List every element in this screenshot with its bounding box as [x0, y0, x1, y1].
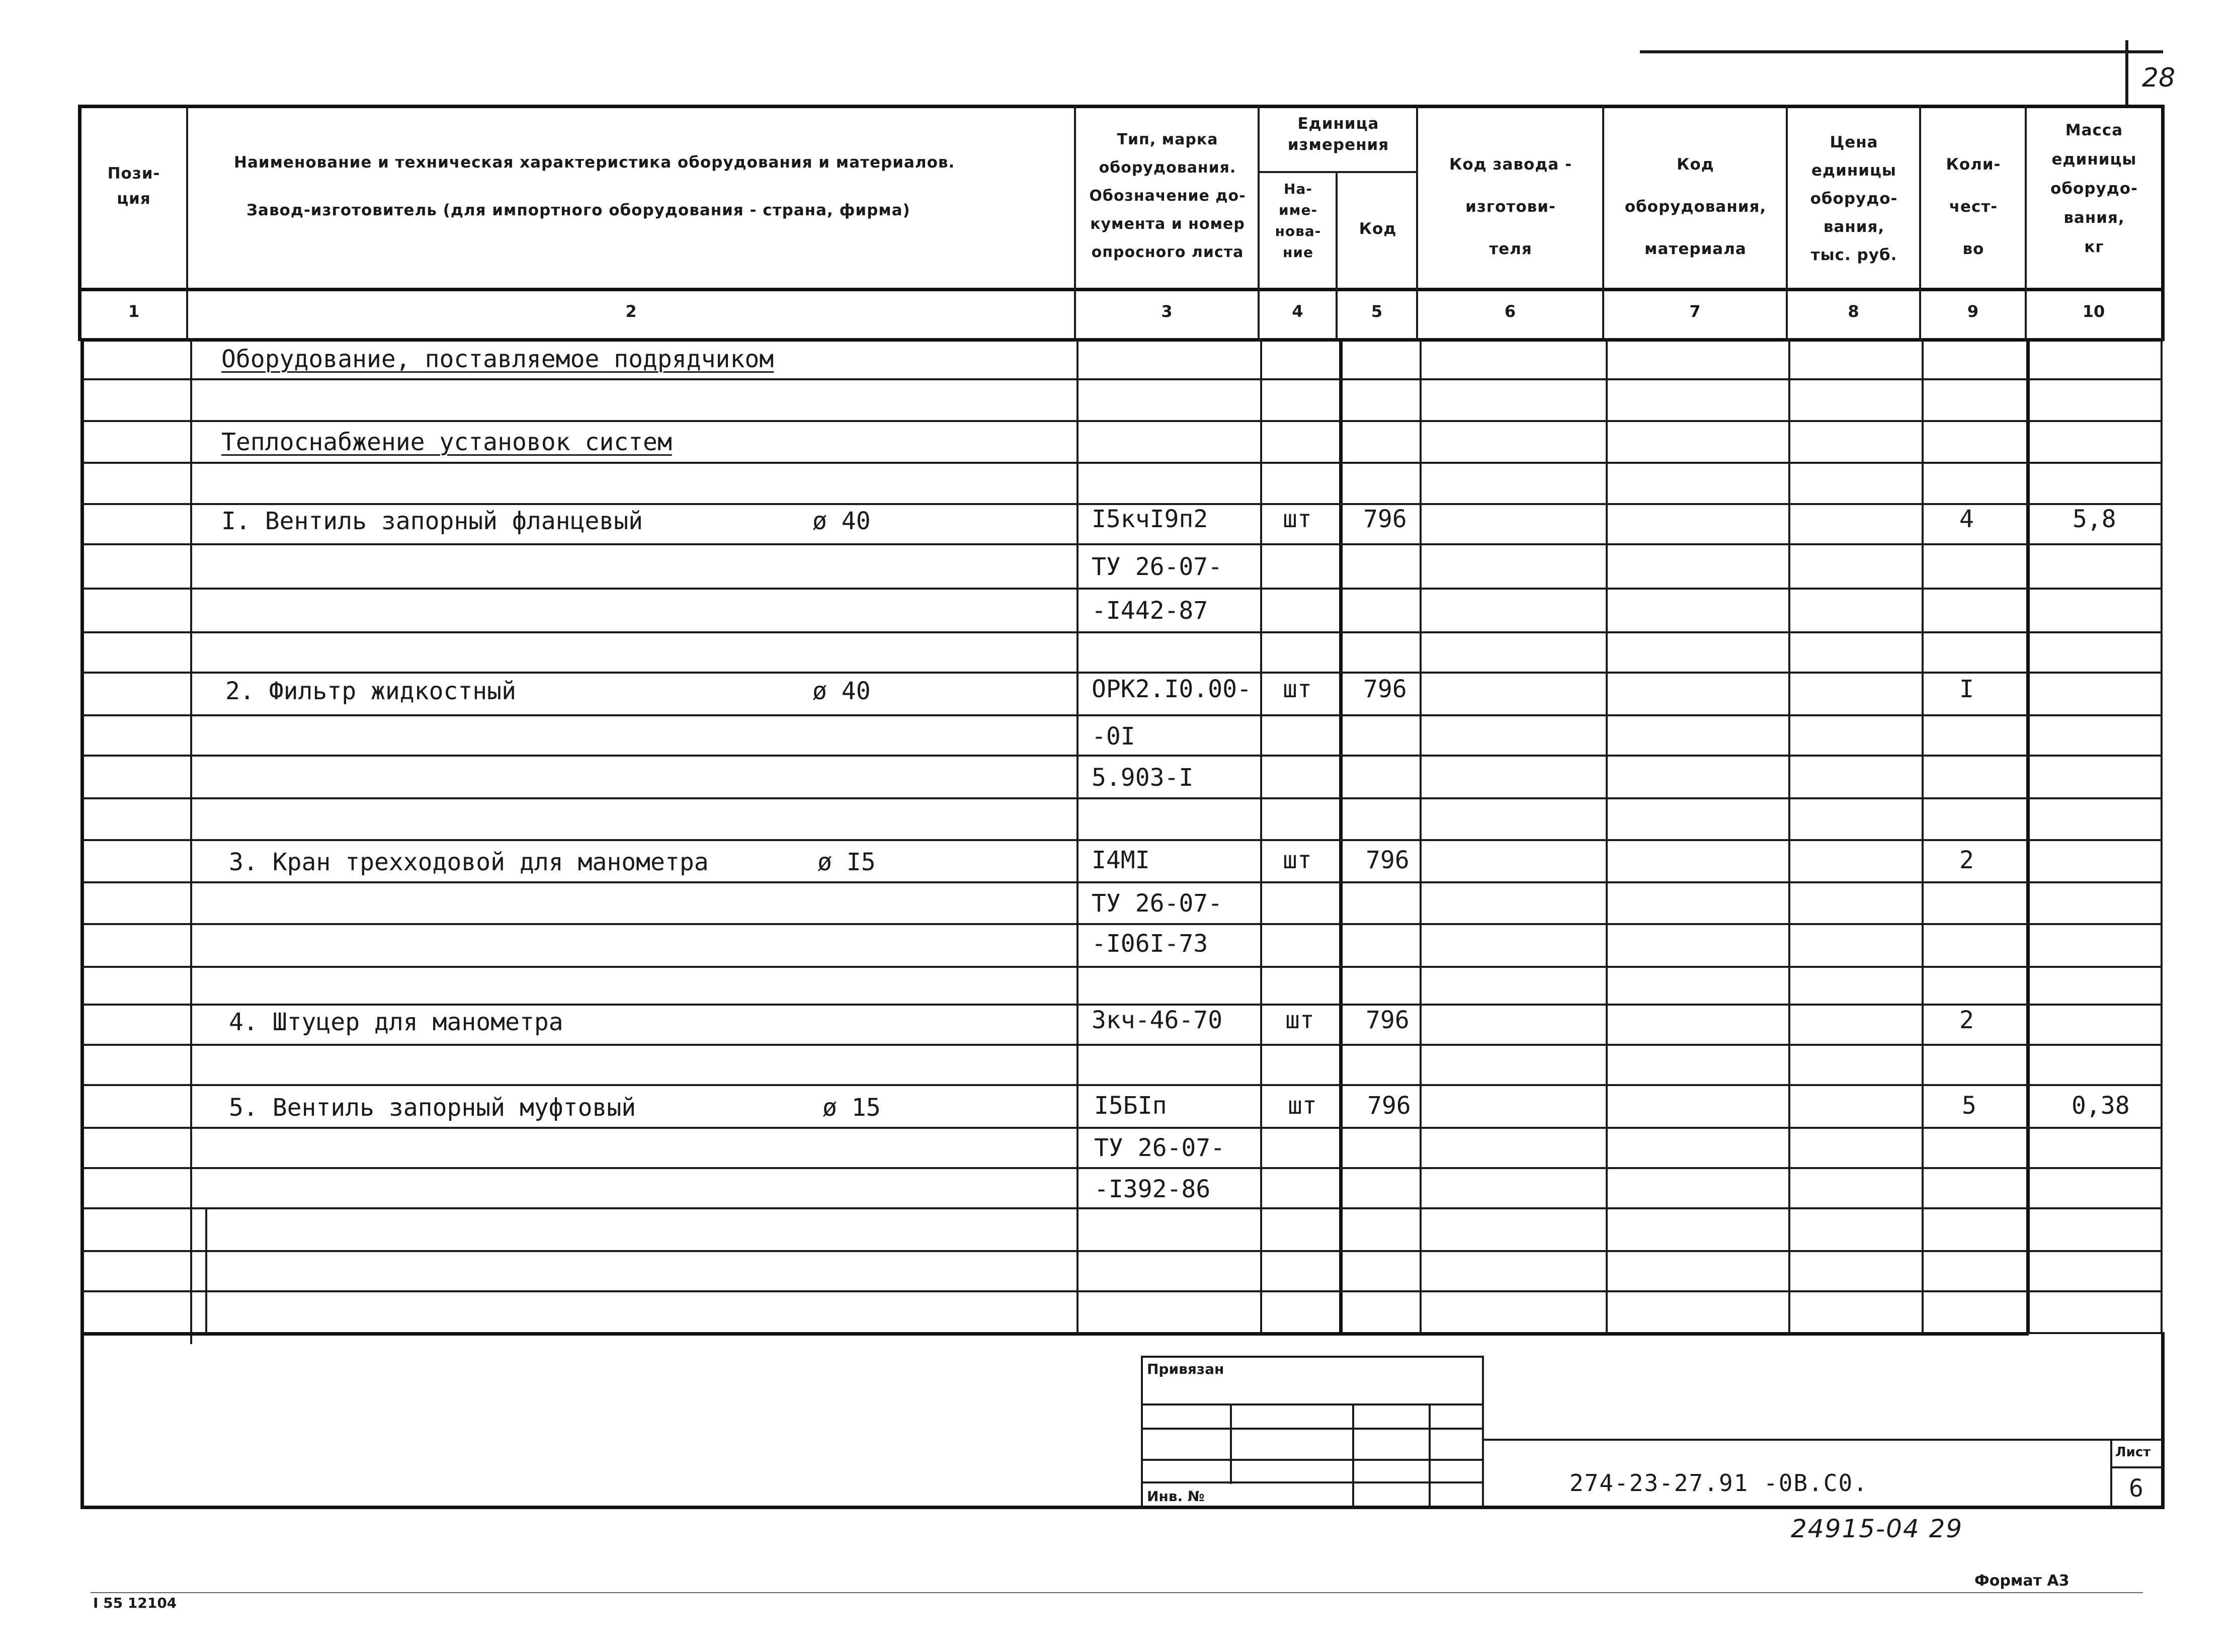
colnum-10: 10	[2082, 302, 2105, 321]
item-3-unit: шт	[1283, 846, 1312, 874]
footer-left-code: I 55 12104	[93, 1595, 177, 1611]
sheet-label: Лист	[2115, 1445, 2151, 1460]
item-5-type-1: I5БIп	[1094, 1092, 1167, 1120]
item-1-qty: 4	[1959, 505, 1974, 533]
sheet-number: 6	[2129, 1474, 2143, 1503]
item-5-unit: шт	[1288, 1092, 1317, 1120]
top-rule	[1640, 50, 2163, 53]
header-name-line2: Завод-изготовитель (для импортного оборудования - страна, фирма)	[246, 201, 911, 219]
colnum-9: 9	[1967, 302, 1979, 321]
header-unit-group: Единица измерения	[1287, 115, 1389, 154]
header-name-line1: Наименование и техническая характеристика оборудования и материалов.	[234, 153, 955, 172]
document-code: 274-23-27.91 -0В.С0.	[1569, 1469, 1868, 1497]
item-1-type-1: I5кчI9п2	[1092, 505, 1208, 533]
footer-format: Формат А3	[1974, 1572, 2070, 1590]
item-3-type-3: -I06I-73	[1092, 930, 1208, 958]
item-3-type-2: ТУ 26-07-	[1092, 889, 1223, 918]
page-corner-number: 28	[2142, 63, 2176, 93]
item-2-qty: I	[1959, 675, 1974, 703]
item-4-qty: 2	[1959, 1006, 1974, 1034]
item-5-type-3: -I392-86	[1094, 1175, 1211, 1203]
item-5-code: 796	[1367, 1092, 1411, 1120]
section-title-heating: Теплоснабжение установок систем	[221, 428, 672, 456]
item-2-type-1: ОРК2.I0.00-	[1092, 675, 1252, 703]
header-quantity: Коли- чест- во	[1946, 155, 2001, 258]
item-5-mass: 0,38	[2072, 1092, 2130, 1120]
colnum-5: 5	[1371, 302, 1383, 321]
colnum-2: 2	[625, 302, 637, 321]
item-3-name: 3. Кран трехходовой для манометра	[229, 848, 709, 876]
handwritten-note: 24915-04 29	[1791, 1514, 1963, 1543]
item-5-qty: 5	[1962, 1092, 1976, 1120]
colnum-6: 6	[1504, 302, 1516, 321]
item-2-type-2: -0I	[1092, 722, 1135, 751]
stamp-privyazan: Привязан	[1147, 1361, 1224, 1377]
header-position: Пози- ция	[107, 164, 160, 208]
item-1-dn: ø 40	[812, 507, 871, 535]
stamp-inv-number: Инв. №	[1147, 1488, 1205, 1505]
corner-divider	[2125, 40, 2128, 106]
colnum-8: 8	[1848, 302, 1859, 321]
colnum-4: 4	[1292, 302, 1303, 321]
item-1-code: 796	[1363, 505, 1407, 533]
header-type: Тип, марка оборудования. Обозначение до- кумента и номер опросного листа	[1089, 131, 1246, 261]
item-2-unit: шт	[1283, 675, 1312, 703]
item-3-qty: 2	[1959, 846, 1974, 874]
item-2-dn: ø 40	[812, 677, 871, 705]
header-unit-name: На- име- нова- ние	[1275, 181, 1321, 261]
item-4-unit: шт	[1285, 1006, 1314, 1034]
item-5-name: 5. Вентиль запорный муфтовый	[229, 1094, 636, 1122]
item-4-type-1: 3кч-46-70	[1092, 1006, 1223, 1034]
item-3-dn: ø I5	[817, 848, 876, 876]
colnum-3: 3	[1161, 302, 1173, 321]
item-1-name: I. Вентиль запорный фланцевый	[221, 507, 643, 535]
item-2-name: 2. Фильтр жидкостный	[225, 677, 516, 705]
header-mass: Масса единицы оборудо- вания, кг	[2050, 121, 2138, 256]
item-3-code: 796	[1366, 846, 1410, 874]
header-unit-code: Код	[1359, 220, 1397, 238]
item-4-code: 796	[1366, 1006, 1410, 1034]
header-price: Цена единицы оборудо- вания, тыс. руб.	[1810, 133, 1898, 264]
item-5-dn: ø 15	[822, 1094, 881, 1122]
item-1-unit: шт	[1283, 505, 1312, 533]
section-title-supplier: Оборудование, поставляемое подрядчиком	[221, 345, 774, 373]
colnum-1: 1	[128, 302, 140, 321]
colnum-7: 7	[1689, 302, 1701, 321]
item-2-type-3: 5.903-I	[1092, 764, 1194, 792]
item-1-mass: 5,8	[2073, 505, 2116, 533]
header-equipment-code: Код оборудования, материала	[1624, 155, 1767, 258]
header-plant-code: Код завода - изготови- теля	[1449, 155, 1572, 258]
item-3-type-1: I4МI	[1092, 846, 1150, 874]
item-1-type-3: -I442-87	[1092, 597, 1208, 625]
item-4-name: 4. Штуцер для манометра	[229, 1008, 563, 1036]
footer-rule	[91, 1592, 2143, 1593]
item-2-code: 796	[1363, 675, 1407, 703]
item-5-type-2: ТУ 26-07-	[1094, 1134, 1225, 1162]
item-1-type-2: ТУ 26-07-	[1092, 553, 1223, 581]
